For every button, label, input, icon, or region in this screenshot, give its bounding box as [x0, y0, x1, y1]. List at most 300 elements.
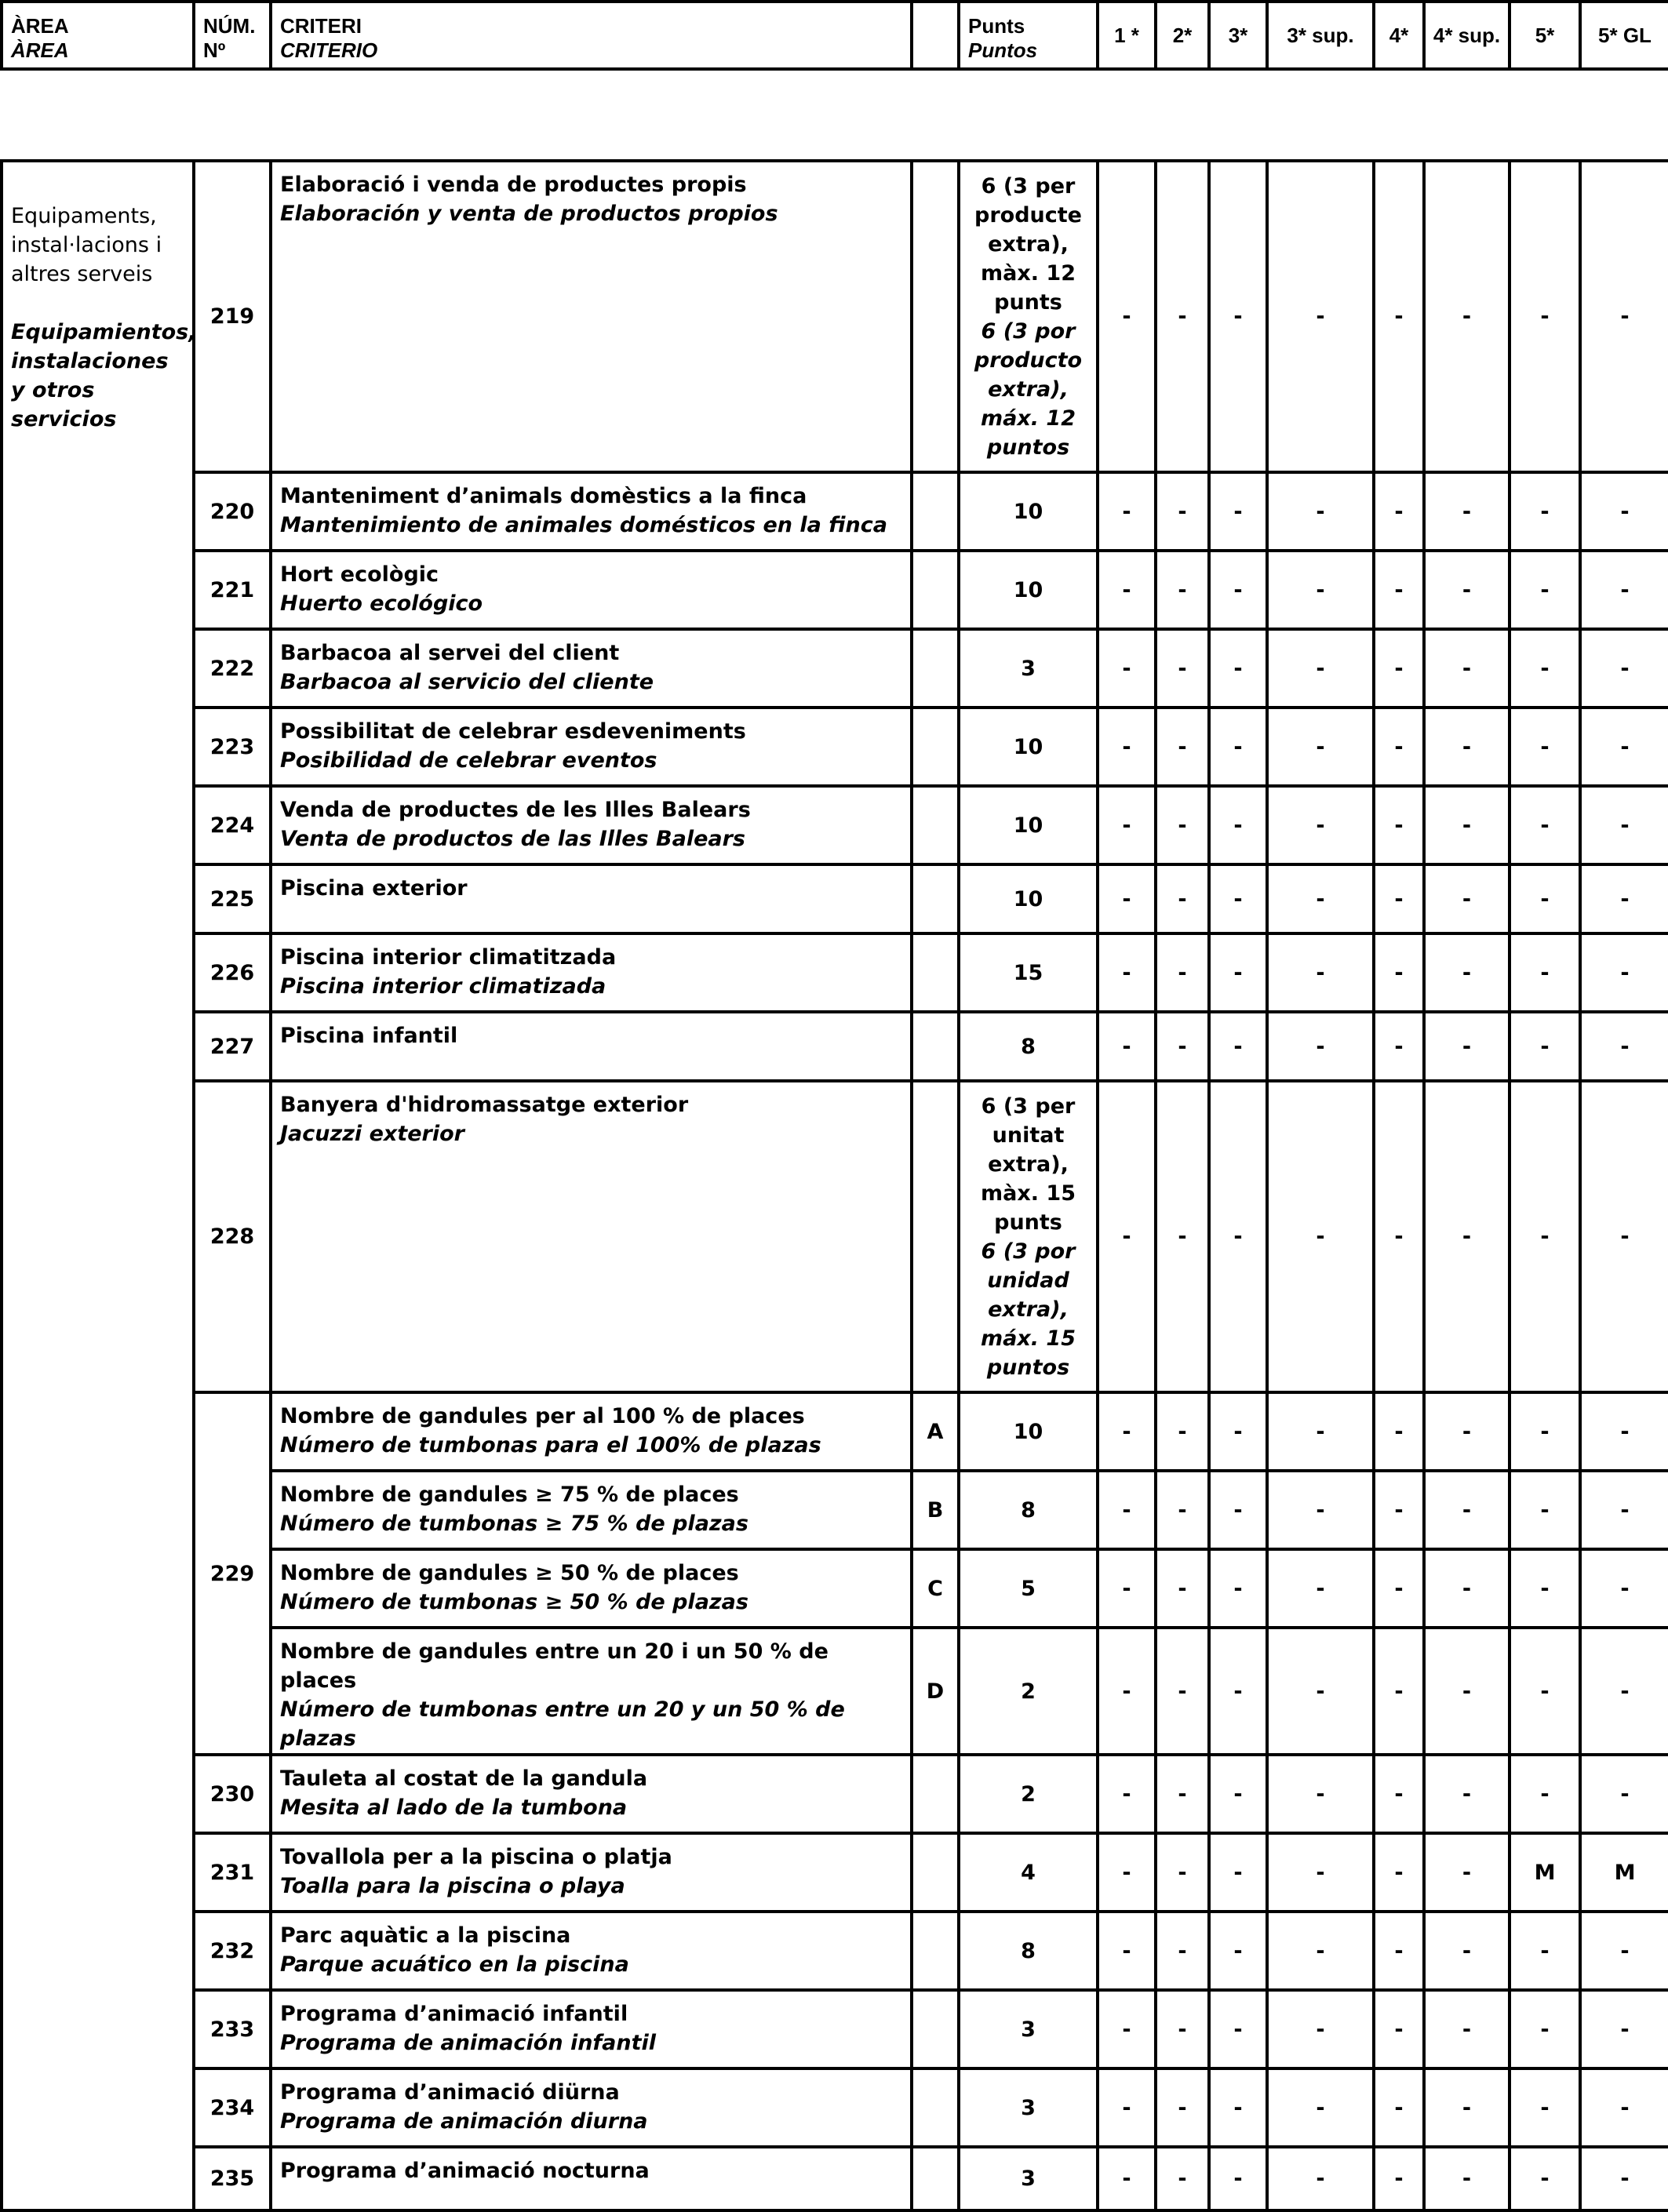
table-row: [2, 161, 1668, 472]
level-3sup-cell: -: [1267, 1392, 1374, 1471]
level-3-cell: -: [1209, 1081, 1267, 1392]
criterion-text: [271, 1549, 912, 1628]
criterion-text: [271, 1912, 912, 1990]
criterion-number: 232: [194, 1912, 271, 1990]
level-5gl-cell: -: [1580, 786, 1668, 864]
level-3sup-cell: -: [1267, 933, 1374, 1012]
option-letter: [912, 708, 959, 786]
level-3sup-cell: -: [1267, 1549, 1374, 1628]
criterion-label-es: Número de tumbonas entre un 20 y un 50 % de plazas: [280, 1697, 845, 1751]
points-value: 3: [1021, 656, 1036, 681]
level-3-cell: -: [1209, 933, 1267, 1012]
level-5gl-cell: -: [1580, 161, 1668, 472]
header-area: ÀREA ÀREA: [2, 2, 194, 69]
points-cell: [959, 551, 1098, 629]
level-4-cell: -: [1374, 786, 1424, 864]
level-4-cell: -: [1374, 1471, 1424, 1549]
level-4sup-cell: -: [1424, 1990, 1510, 2068]
criterion-label: Piscina interior climatitzada: [280, 945, 617, 970]
level-4-cell: -: [1374, 1833, 1424, 1912]
header-level-1: 1 *: [1098, 2, 1156, 69]
criterion-number: 223: [194, 708, 271, 786]
level-3sup-cell: -: [1267, 1755, 1374, 1833]
criterion-number: 227: [194, 1012, 271, 1081]
level-4-cell: -: [1374, 933, 1424, 1012]
option-letter: [912, 551, 959, 629]
table-row: [2, 786, 1668, 864]
level-2-cell: -: [1156, 629, 1209, 708]
level-3-cell: -: [1209, 629, 1267, 708]
level-1-cell: -: [1098, 933, 1156, 1012]
level-5-cell: -: [1510, 2068, 1580, 2147]
header-level-3sup: 3* sup.: [1267, 2, 1374, 69]
level-4-cell: -: [1374, 708, 1424, 786]
criterion-label: Tauleta al costat de la gandula: [280, 1766, 648, 1791]
level-5gl-cell: -: [1580, 1392, 1668, 1471]
level-5gl-cell: -: [1580, 1081, 1668, 1392]
criterion-label-es: Venta de productos de las Illes Balears: [280, 827, 745, 851]
option-letter: B: [912, 1471, 959, 1549]
level-3-cell: -: [1209, 161, 1267, 472]
level-5-cell: -: [1510, 1081, 1580, 1392]
area-label: Equipaments, instal·lacions i altres serveis: [11, 204, 162, 286]
criterion-label: Manteniment d’animals domèstics a la finca: [280, 484, 807, 508]
criterion-label: Banyera d'hidromassatge exterior: [280, 1093, 689, 1117]
level-4sup-cell: -: [1424, 161, 1510, 472]
criterion-label-es: Programa de animación diurna: [280, 2109, 648, 2134]
level-3-cell: -: [1209, 1012, 1267, 1081]
points-value: 6 (3 per unitat extra), màx. 15 punts: [981, 1094, 1076, 1235]
level-2-cell: -: [1156, 551, 1209, 629]
criterion-number: 221: [194, 551, 271, 629]
level-4-cell: -: [1374, 1755, 1424, 1833]
points-value-es: 6 (3 por unidad extra), máx. 15 puntos: [981, 1239, 1076, 1380]
level-3-cell: -: [1209, 1912, 1267, 1990]
level-5-cell: -: [1510, 1755, 1580, 1833]
level-3sup-cell: -: [1267, 1833, 1374, 1912]
level-4sup-cell: -: [1424, 1081, 1510, 1392]
criterion-text: [271, 1081, 912, 1392]
level-1-cell: -: [1098, 1990, 1156, 2068]
criterion-text: [271, 864, 912, 933]
table-row: [2, 1755, 1668, 1833]
criterion-number: 219: [194, 161, 271, 472]
level-1-cell: -: [1098, 2147, 1156, 2210]
points-cell: [959, 472, 1098, 551]
level-4sup-cell: -: [1424, 1549, 1510, 1628]
criterion-number: 226: [194, 933, 271, 1012]
level-2-cell: -: [1156, 1012, 1209, 1081]
level-3sup-cell: -: [1267, 786, 1374, 864]
criterion-label: Possibilitat de celebrar esdeveniments: [280, 719, 746, 744]
criterion-label-es: Elaboración y venta de productos propios: [280, 202, 778, 226]
level-3sup-cell: -: [1267, 161, 1374, 472]
level-5gl-cell: -: [1580, 864, 1668, 933]
level-1-cell: -: [1098, 1755, 1156, 1833]
points-cell: [959, 1833, 1098, 1912]
criterion-text: [271, 2068, 912, 2147]
option-letter: [912, 1912, 959, 1990]
level-5-cell: -: [1510, 472, 1580, 551]
points-value: 15: [1013, 960, 1043, 985]
level-1-cell: -: [1098, 1833, 1156, 1912]
level-4sup-cell: -: [1424, 2147, 1510, 2210]
level-2-cell: -: [1156, 786, 1209, 864]
level-4sup-cell: -: [1424, 864, 1510, 933]
points-value: 8: [1021, 1497, 1036, 1523]
table-row: [2, 933, 1668, 1012]
level-1-cell: -: [1098, 1628, 1156, 1755]
header-level-3: 3*: [1209, 2, 1267, 69]
points-value: 10: [1013, 499, 1043, 524]
level-5-cell: -: [1510, 864, 1580, 933]
points-cell: [959, 1755, 1098, 1833]
level-3sup-cell: -: [1267, 551, 1374, 629]
level-3sup-cell: -: [1267, 1081, 1374, 1392]
level-2-cell: -: [1156, 161, 1209, 472]
criterion-text: [271, 551, 912, 629]
criterion-text: [271, 933, 912, 1012]
level-5-cell: -: [1510, 2147, 1580, 2210]
criterion-label: Nombre de gandules entre un 20 i un 50 % de places: [280, 1639, 829, 1693]
level-4-cell: -: [1374, 1081, 1424, 1392]
level-2-cell: -: [1156, 1990, 1209, 2068]
level-1-cell: -: [1098, 1392, 1156, 1471]
level-5-cell: -: [1510, 1912, 1580, 1990]
level-4sup-cell: -: [1424, 1392, 1510, 1471]
level-1-cell: -: [1098, 161, 1156, 472]
points-cell: [959, 1081, 1098, 1392]
level-3-cell: -: [1209, 551, 1267, 629]
criterion-label-es: Número de tumbonas para el 100% de plazas: [280, 1433, 821, 1457]
header-level-5gl: 5* GL: [1580, 2, 1668, 69]
table-row: [2, 1912, 1668, 1990]
level-5gl-cell: -: [1580, 1912, 1668, 1990]
level-2-cell: -: [1156, 933, 1209, 1012]
header-option: [912, 2, 959, 69]
level-5gl-cell: -: [1580, 708, 1668, 786]
header-level-2: 2*: [1156, 2, 1209, 69]
level-5-cell: -: [1510, 786, 1580, 864]
level-3sup-cell: -: [1267, 629, 1374, 708]
level-4-cell: -: [1374, 1392, 1424, 1471]
level-3-cell: -: [1209, 1990, 1267, 2068]
level-5gl-cell: -: [1580, 1755, 1668, 1833]
level-4sup-cell: -: [1424, 1755, 1510, 1833]
option-letter: D: [912, 1628, 959, 1755]
option-letter: [912, 1081, 959, 1392]
criterion-number: 228: [194, 1081, 271, 1392]
criterion-number: 231: [194, 1833, 271, 1912]
criterion-number: 222: [194, 629, 271, 708]
level-2-cell: -: [1156, 2068, 1209, 2147]
points-value: 10: [1013, 886, 1043, 911]
criterion-label: Nombre de gandules ≥ 75 % de places: [280, 1483, 739, 1507]
criterion-number: 220: [194, 472, 271, 551]
points-cell: [959, 1471, 1098, 1549]
points-value: 10: [1013, 813, 1043, 838]
level-5gl-cell: -: [1580, 629, 1668, 708]
criterion-label-es: Piscina interior climatizada: [280, 974, 606, 999]
criterion-label: Programa d’animació infantil: [280, 2002, 628, 2026]
level-1-cell: -: [1098, 864, 1156, 933]
criterion-label: Venda de productes de les Illes Balears: [280, 798, 751, 822]
points-value-es: 6 (3 por producto extra), máx. 12 puntos: [974, 319, 1083, 460]
points-value: 4: [1021, 1860, 1036, 1885]
criterion-text: [271, 161, 912, 472]
points-value: 10: [1013, 734, 1043, 759]
criterion-text: [271, 1755, 912, 1833]
level-3-cell: -: [1209, 1833, 1267, 1912]
points-value: 3: [1021, 2167, 1036, 2191]
option-letter: [912, 1833, 959, 1912]
criterion-number: 234: [194, 2068, 271, 2147]
option-letter: [912, 864, 959, 933]
option-letter: [912, 2147, 959, 2210]
level-1-cell: -: [1098, 708, 1156, 786]
criterion-label-es: Barbacoa al servicio del cliente: [280, 670, 654, 694]
level-5gl-cell: -: [1580, 472, 1668, 551]
level-3-cell: -: [1209, 1549, 1267, 1628]
level-2-cell: -: [1156, 1549, 1209, 1628]
level-2-cell: -: [1156, 1081, 1209, 1392]
level-2-cell: -: [1156, 1628, 1209, 1755]
criterion-text: [271, 1392, 912, 1471]
criterion-text: [271, 1471, 912, 1549]
level-3sup-cell: -: [1267, 1912, 1374, 1990]
points-cell: [959, 1628, 1098, 1755]
area-label-es: Equipamientos, instalaciones y otros servicios: [11, 320, 197, 431]
level-3-cell: -: [1209, 2147, 1267, 2210]
level-5-cell: -: [1510, 933, 1580, 1012]
level-4sup-cell: -: [1424, 2068, 1510, 2147]
level-2-cell: -: [1156, 864, 1209, 933]
level-1-cell: -: [1098, 2068, 1156, 2147]
points-cell: [959, 2068, 1098, 2147]
level-4sup-cell: -: [1424, 472, 1510, 551]
option-letter: [912, 2068, 959, 2147]
level-5-cell: -: [1510, 551, 1580, 629]
criterion-label-es: Mesita al lado de la tumbona: [280, 1795, 628, 1820]
level-1-cell: -: [1098, 786, 1156, 864]
option-letter: [912, 1012, 959, 1081]
option-letter: [912, 629, 959, 708]
level-4sup-cell: -: [1424, 1833, 1510, 1912]
table-row: [2, 1392, 1668, 1471]
level-5gl-cell: -: [1580, 933, 1668, 1012]
criterion-label-es: Programa de animación infantil: [280, 2031, 657, 2055]
level-3-cell: -: [1209, 786, 1267, 864]
level-5-cell: -: [1510, 1471, 1580, 1549]
level-3-cell: -: [1209, 1628, 1267, 1755]
table-row: [2, 708, 1668, 786]
criterion-label-es: Jacuzzi exterior: [280, 1122, 464, 1146]
criterion-text: [271, 708, 912, 786]
option-letter: [912, 472, 959, 551]
points-cell: [959, 1012, 1098, 1081]
level-5-cell: -: [1510, 1012, 1580, 1081]
level-5gl-cell: M: [1580, 1833, 1668, 1912]
points-cell: [959, 864, 1098, 933]
level-4-cell: -: [1374, 2147, 1424, 2210]
criterion-number: 233: [194, 1990, 271, 2068]
criterion-label-es: Huerto ecológico: [280, 591, 483, 616]
area-cell: [2, 161, 197, 2210]
criterion-label: Elaboració i venda de productes propis: [280, 173, 747, 197]
level-4sup-cell: -: [1424, 933, 1510, 1012]
table-row: [2, 472, 1668, 551]
level-3sup-cell: -: [1267, 1471, 1374, 1549]
level-4-cell: -: [1374, 472, 1424, 551]
level-5gl-cell: -: [1580, 551, 1668, 629]
option-letter: [912, 786, 959, 864]
level-5gl-cell: -: [1580, 1628, 1668, 1755]
points-value: 5: [1021, 1576, 1036, 1601]
level-4sup-cell: -: [1424, 708, 1510, 786]
criterion-label-es: Mantenimiento de animales domésticos en la finca: [280, 513, 887, 537]
table-row: [2, 1990, 1668, 2068]
level-5gl-cell: -: [1580, 1990, 1668, 2068]
level-1-cell: -: [1098, 551, 1156, 629]
criterion-number: 235: [194, 2147, 271, 2210]
level-5gl-cell: -: [1580, 1471, 1668, 1549]
criterion-label-es: Número de tumbonas ≥ 50 % de plazas: [280, 1590, 748, 1614]
level-5-cell: -: [1510, 1392, 1580, 1471]
level-2-cell: -: [1156, 1471, 1209, 1549]
points-cell: [959, 161, 1098, 472]
header-num: NÚM. Nº: [194, 2, 271, 69]
level-4-cell: -: [1374, 629, 1424, 708]
level-1-cell: -: [1098, 1471, 1156, 1549]
level-4sup-cell: -: [1424, 1628, 1510, 1755]
option-letter: A: [912, 1392, 959, 1471]
level-5gl-cell: -: [1580, 2147, 1668, 2210]
level-2-cell: -: [1156, 708, 1209, 786]
level-5-cell: -: [1510, 161, 1580, 472]
criterion-text: [271, 1990, 912, 2068]
level-4-cell: -: [1374, 1990, 1424, 2068]
option-letter: [912, 161, 959, 472]
level-3sup-cell: -: [1267, 708, 1374, 786]
level-3-cell: -: [1209, 864, 1267, 933]
points-cell: [959, 1990, 1098, 2068]
criterion-label: Nombre de gandules ≥ 50 % de places: [280, 1561, 739, 1585]
level-4sup-cell: -: [1424, 1912, 1510, 1990]
points-value: 6 (3 per producte extra), màx. 12 punts: [974, 174, 1082, 315]
level-2-cell: -: [1156, 472, 1209, 551]
points-value: 8: [1021, 1938, 1036, 1963]
level-1-cell: -: [1098, 1549, 1156, 1628]
level-5gl-cell: -: [1580, 1549, 1668, 1628]
level-1-cell: -: [1098, 1912, 1156, 1990]
level-4-cell: -: [1374, 1912, 1424, 1990]
criteria-table: [0, 159, 1668, 2212]
level-5-cell: -: [1510, 1990, 1580, 2068]
level-3sup-cell: -: [1267, 1628, 1374, 1755]
level-1-cell: -: [1098, 1081, 1156, 1392]
criterion-label: Programa d’animació diürna: [280, 2080, 620, 2105]
level-4sup-cell: -: [1424, 786, 1510, 864]
level-2-cell: -: [1156, 1755, 1209, 1833]
level-1-cell: -: [1098, 1012, 1156, 1081]
criterion-text: [271, 2147, 912, 2210]
level-5-cell: M: [1510, 1833, 1580, 1912]
criterion-text: [271, 1628, 912, 1755]
points-cell: [959, 1392, 1098, 1471]
criterion-number: 230: [194, 1755, 271, 1833]
level-5-cell: -: [1510, 629, 1580, 708]
level-4sup-cell: -: [1424, 1471, 1510, 1549]
criterion-number: 229: [194, 1392, 271, 1755]
table-row: [2, 2068, 1668, 2147]
level-3sup-cell: -: [1267, 1012, 1374, 1081]
level-4-cell: -: [1374, 1012, 1424, 1081]
criterion-label: Barbacoa al servei del client: [280, 641, 620, 665]
header-punts: Punts Puntos: [959, 2, 1098, 69]
table-row: [2, 1081, 1668, 1392]
level-2-cell: -: [1156, 2147, 1209, 2210]
points-cell: [959, 1549, 1098, 1628]
level-3sup-cell: -: [1267, 2147, 1374, 2210]
points-value: 3: [1021, 2095, 1036, 2120]
criterion-label-es: Toalla para la piscina o playa: [280, 1874, 625, 1898]
level-4sup-cell: -: [1424, 629, 1510, 708]
level-2-cell: -: [1156, 1833, 1209, 1912]
criterion-label: Parc aquàtic a la piscina: [280, 1923, 571, 1948]
level-3sup-cell: -: [1267, 472, 1374, 551]
level-5gl-cell: -: [1580, 2068, 1668, 2147]
criterion-label: Piscina exterior: [280, 876, 468, 900]
table-row: [2, 551, 1668, 629]
criterion-label: Tovallola per a la piscina o platja: [280, 1845, 672, 1869]
points-cell: [959, 933, 1098, 1012]
criterion-label-es: Número de tumbonas ≥ 75 % de plazas: [280, 1512, 748, 1536]
points-value: 2: [1021, 1679, 1036, 1704]
header-table: [0, 0, 1668, 71]
points-cell: [959, 786, 1098, 864]
level-3-cell: -: [1209, 1471, 1267, 1549]
level-4-cell: -: [1374, 864, 1424, 933]
level-4-cell: -: [1374, 1549, 1424, 1628]
level-3-cell: -: [1209, 1392, 1267, 1471]
criterion-label: Piscina infantil: [280, 1024, 458, 1048]
points-cell: [959, 629, 1098, 708]
table-row: [2, 629, 1668, 708]
level-3sup-cell: -: [1267, 2068, 1374, 2147]
points-cell: [959, 1912, 1098, 1990]
level-5-cell: -: [1510, 1549, 1580, 1628]
level-5-cell: -: [1510, 1628, 1580, 1755]
points-value: 3: [1021, 2017, 1036, 2042]
points-value: 10: [1013, 577, 1043, 602]
level-1-cell: -: [1098, 629, 1156, 708]
points-value: 2: [1021, 1781, 1036, 1806]
criterion-label: Nombre de gandules per al 100 % de places: [280, 1404, 805, 1428]
header-criteri: CRITERI CRITERIO: [271, 2, 912, 69]
table-row: [2, 1012, 1668, 1081]
criterion-number: 224: [194, 786, 271, 864]
header-level-4: 4*: [1374, 2, 1424, 69]
criterion-label: Programa d’animació nocturna: [280, 2159, 650, 2183]
level-2-cell: -: [1156, 1912, 1209, 1990]
criterion-text: [271, 1012, 912, 1081]
level-3sup-cell: -: [1267, 864, 1374, 933]
points-cell: [959, 2147, 1098, 2210]
level-3-cell: -: [1209, 1755, 1267, 1833]
header-level-4sup: 4* sup.: [1424, 2, 1510, 69]
level-3-cell: -: [1209, 472, 1267, 551]
level-4sup-cell: -: [1424, 551, 1510, 629]
